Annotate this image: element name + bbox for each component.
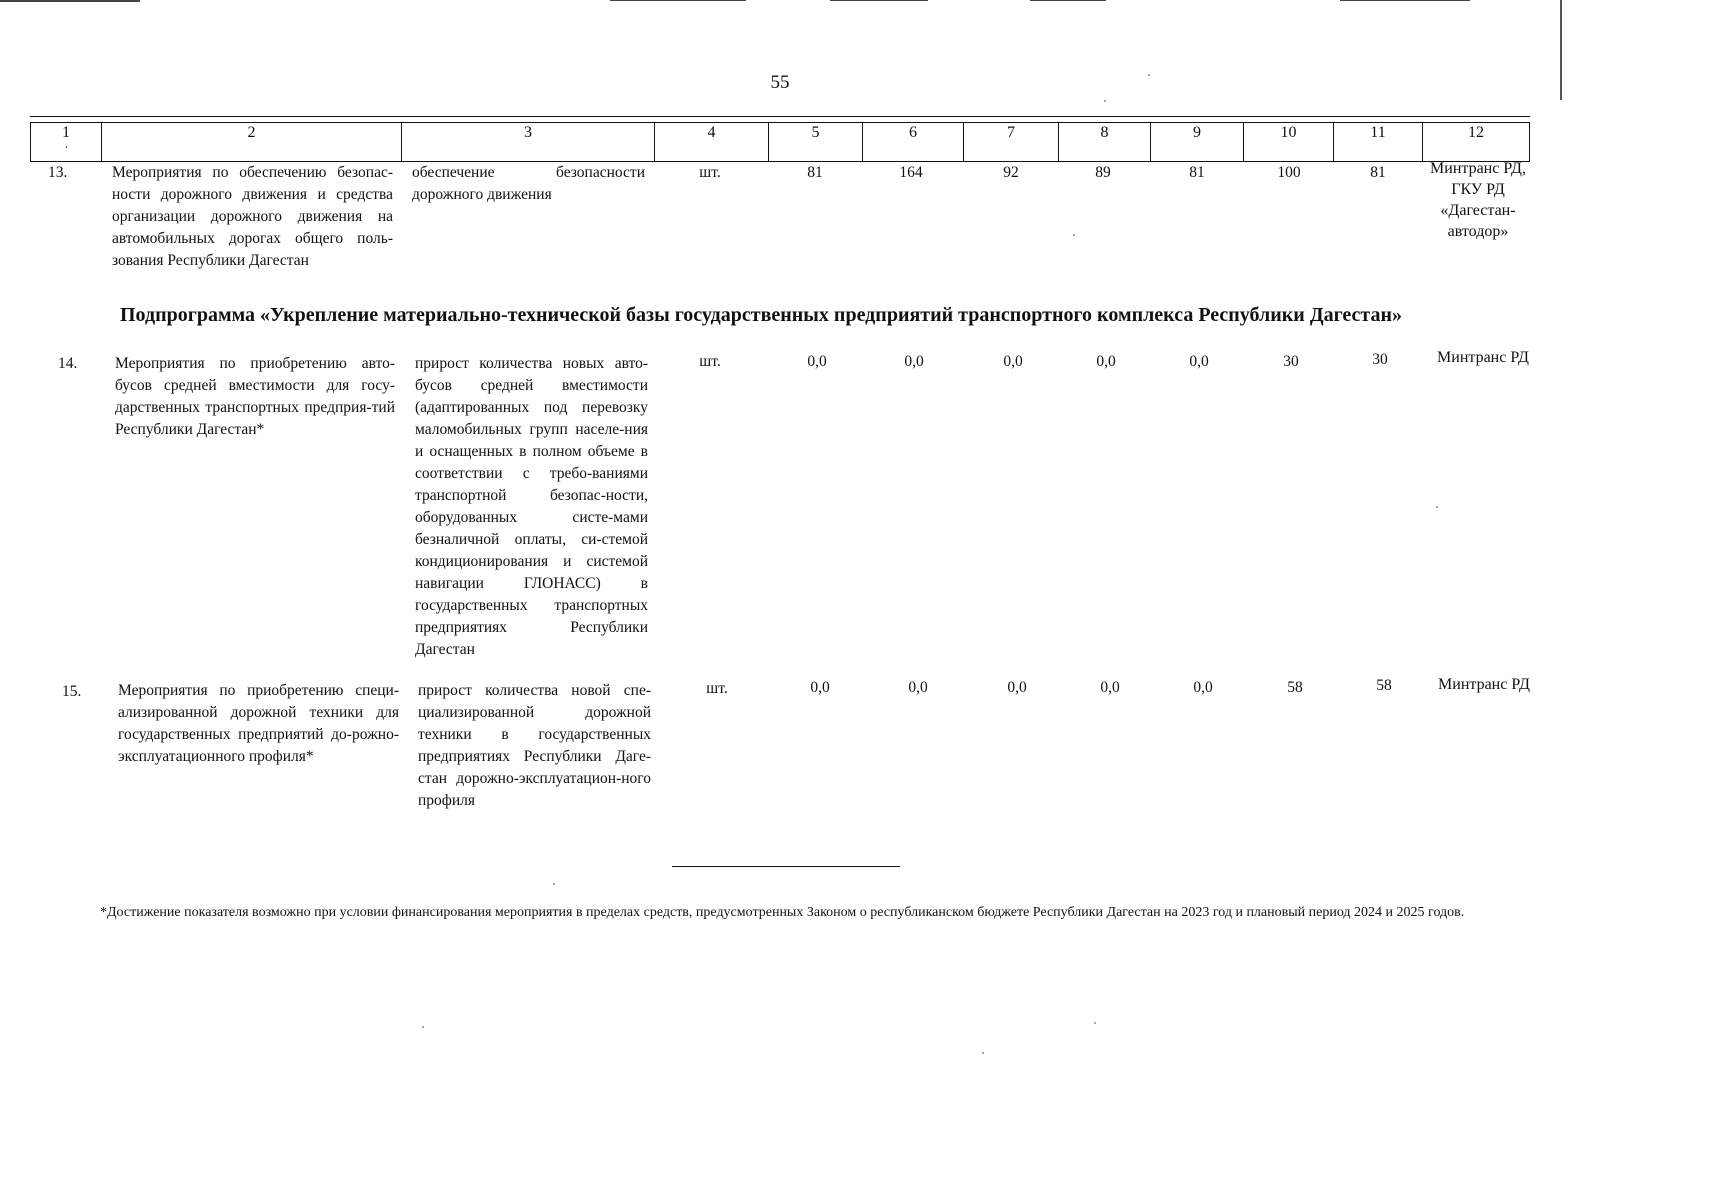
value-cell: 0,0	[1189, 353, 1209, 370]
scan-edge-line	[1560, 0, 1562, 100]
row-number: 15.	[62, 683, 82, 700]
unit: шт.	[699, 164, 721, 181]
header-cell: 2	[101, 122, 402, 162]
indicator-description: прирост количества новых авто-бусов средней вместимости (адаптированных под перевозку маломобильных групп населе-ния и оснащенных в полном объеме в соответствии с требо-ваниями транспортной безопас-ности, оборудованных систе-мами безналичной оплаты, си-стемой кондиционирования и системой навигации ГЛОНАСС) в государственных транспортных предприятиях Республики Дагестан	[415, 355, 648, 658]
scan-speck	[1073, 234, 1075, 236]
event-description: Мероприятия по приобретению специ-ализированной дорожной техники для государственных предприятий до-рожно-эксплуатационного профиля*	[118, 682, 399, 765]
scan-speck	[1148, 74, 1150, 76]
responsible-org: Минтранс РД	[1438, 676, 1530, 693]
scan-edge-line	[1340, 0, 1470, 1]
value-cell: 58	[1287, 679, 1303, 696]
value-cell: 0,0	[1193, 679, 1213, 696]
header-cell: 1	[30, 122, 102, 162]
value-cell: 58	[1376, 677, 1392, 694]
footnote-separator	[672, 866, 900, 867]
row-number: 13.	[48, 164, 68, 181]
value-cell: 0,0	[908, 679, 928, 696]
value-cell: 164	[899, 164, 923, 181]
scan-mark: ‘	[65, 144, 68, 154]
header-cell: 7	[963, 122, 1059, 162]
responsible-org: Минтранс РД	[1437, 349, 1529, 366]
event-description: Мероприятия по приобретению авто-бусов средней вместимости для госу-дарственных транспортных предприя-тий Республики Дагестан*	[115, 355, 395, 438]
scan-speck	[982, 1052, 984, 1054]
value-cell: 92	[1003, 164, 1019, 181]
header-cell: 10	[1243, 122, 1334, 162]
value-cell: 0,0	[1007, 679, 1027, 696]
header-cell: 6	[862, 122, 964, 162]
value-cell: 81	[807, 164, 823, 181]
footnote: *Достижение показателя возможно при условии финансирования мероприятия в пределах средств, предусмотренных Законом о республиканском бюджете Республики Дагестан на 2023 год и плановый период 2024 и 2025 годов.	[100, 905, 1465, 920]
scan-speck	[553, 883, 555, 885]
value-cell: 30	[1372, 351, 1388, 368]
table-top-rule	[30, 116, 1530, 117]
value-cell: 0,0	[904, 353, 924, 370]
header-cell: 12	[1422, 122, 1530, 162]
scan-speck	[422, 1026, 424, 1028]
scan-speck	[1104, 100, 1106, 102]
header-cell: 8	[1058, 122, 1151, 162]
value-cell: 0,0	[1003, 353, 1023, 370]
indicator-description: обеспечение безопасности дорожного движения	[412, 164, 645, 203]
value-cell: 30	[1283, 353, 1299, 370]
scan-edge-line	[1030, 0, 1106, 1]
value-cell: 0,0	[1096, 353, 1116, 370]
scan-edge-line	[610, 0, 746, 1]
value-cell: 81	[1370, 164, 1386, 181]
scan-edge-line	[0, 0, 140, 2]
header-cell: 9	[1150, 122, 1244, 162]
header-cell: 11	[1333, 122, 1423, 162]
unit: шт.	[706, 680, 728, 697]
value-cell: 0,0	[1100, 679, 1120, 696]
value-cell: 100	[1277, 164, 1301, 181]
scan-speck	[1094, 1022, 1096, 1024]
event-description: Мероприятия по обеспечению безопас-ности дорожного движения и средства организации дорожного движения на автомобильных дорогах общего поль-зования Республики Дагестан	[112, 164, 393, 269]
page-number: 55	[770, 72, 790, 93]
value-cell: 0,0	[810, 679, 830, 696]
responsible-org: Минтранс РД, ГКУ РД «Дагестан-автодор»	[1430, 160, 1526, 240]
scan-edge-line	[830, 0, 928, 1]
value-cell: 89	[1095, 164, 1111, 181]
scan-speck	[1436, 506, 1438, 508]
subprogram-title: Подпрограмма «Укрепление материально-технической базы государственных предприятий транспортного комплекса Республики Дагестан»	[120, 304, 1403, 326]
row-number: 14.	[58, 355, 78, 372]
unit: шт.	[699, 353, 721, 370]
header-cell: 4	[654, 122, 769, 162]
header-cell: 3	[401, 122, 655, 162]
indicator-description: прирост количества новой спе-циализированной дорожной техники в государственных предприятиях Республики Даге-стан дорожно-эксплуатацион-ного профиля	[418, 682, 651, 809]
value-cell: 0,0	[807, 353, 827, 370]
value-cell: 81	[1189, 164, 1205, 181]
header-cell: 5	[768, 122, 863, 162]
